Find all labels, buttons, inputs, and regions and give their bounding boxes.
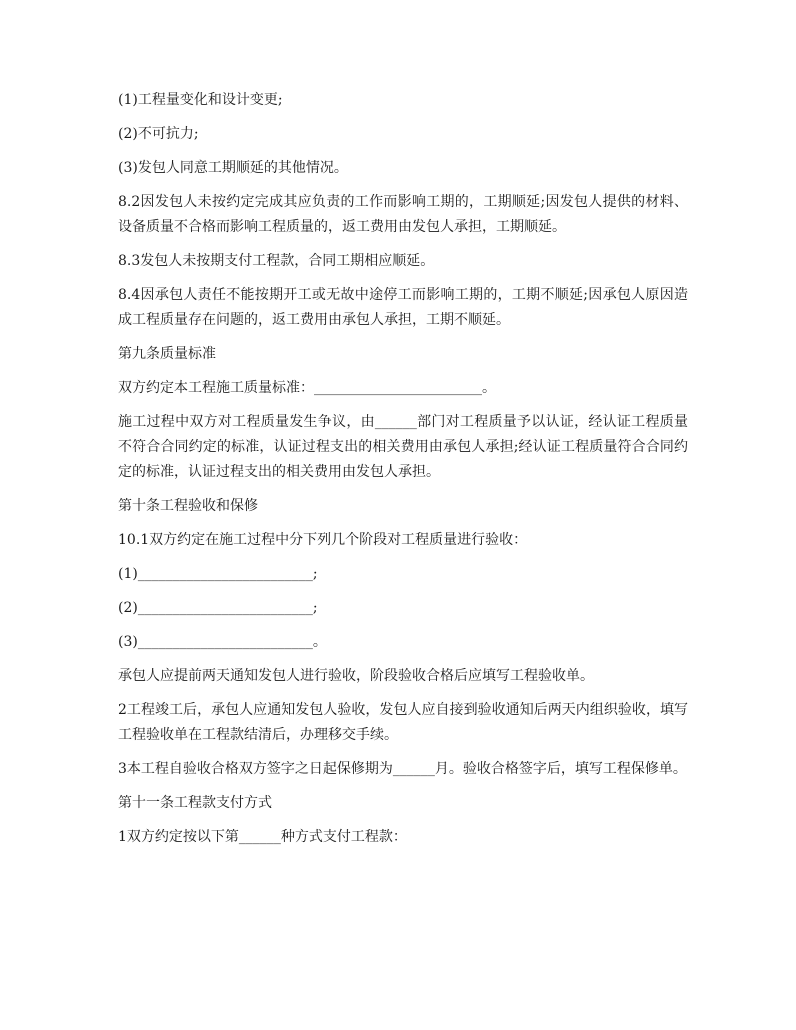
acceptance-stage-3: (3)_________________________。 [118, 634, 327, 650]
section-heading-11: 第十一条工程款支付方式 [118, 795, 272, 811]
clause-10-2: 2工程竣工后，承包人应通知发包人验收，发包人应自接到验收通知后两天内组织验收，填写工程验收单在工程款结清后，办理移交手续。 [118, 702, 688, 743]
acceptance-stage-2: (2)_________________________; [118, 600, 318, 616]
clause-8-3: 8.3发包人未按期支付工程款，合同工期相应顺延。 [118, 253, 435, 269]
clause-10-3: 3本工程自验收合格双方签字之日起保修期为______月。验收合格签字后，填写工程保修单。 [118, 761, 687, 777]
section-heading-9: 第九条质量标准 [118, 346, 216, 362]
acceptance-stage-1: (1)_________________________; [118, 566, 318, 582]
clause-11-1: 1双方约定按以下第______种方式支付工程款： [118, 829, 407, 845]
clause-item-1: (1)工程量变化和设计变更; [118, 92, 283, 108]
quality-standard-line: 双方约定本工程施工质量标准：________________________。 [118, 380, 496, 396]
clause-item-2: (2)不可抗力; [118, 126, 199, 142]
clause-10-1: 10.1双方约定在施工过程中分下列几个阶段对工程质量进行验收： [118, 532, 528, 548]
stage-acceptance-notice: 承包人应提前两天通知发包人进行验收，阶段验收合格后应填写工程验收单。 [118, 668, 594, 684]
document-body [118, 88, 688, 859]
section-heading-10: 第十条工程验收和保修 [118, 498, 258, 514]
clause-8-2: 8.2因发包人未按约定完成其应负责的工作而影响工期的，工期顺延;因发包人提供的材料、设备质量不合格而影响工程质量的，返工费用由发包人承担，工期顺延。 [118, 194, 688, 235]
clause-item-3: (3)发包人同意工期顺延的其他情况。 [118, 160, 348, 176]
clause-8-4: 8.4因承包人责任不能按期开工或无故中途停工而影响工期的，工期不顺延;因承包人原因造成工程质量存在问题的，返工费用由承包人承担，工期不顺延。 [118, 287, 688, 328]
quality-dispute-clause: 施工过程中双方对工程质量发生争议，由______部门对工程质量予以认证，经认证工程质量不符合合同约定的标准，认证过程支出的相关费用由承包人承担;经认证工程质量符合合同约定的标准，认证过程支出的相关费用由发包人承担。 [118, 414, 688, 480]
